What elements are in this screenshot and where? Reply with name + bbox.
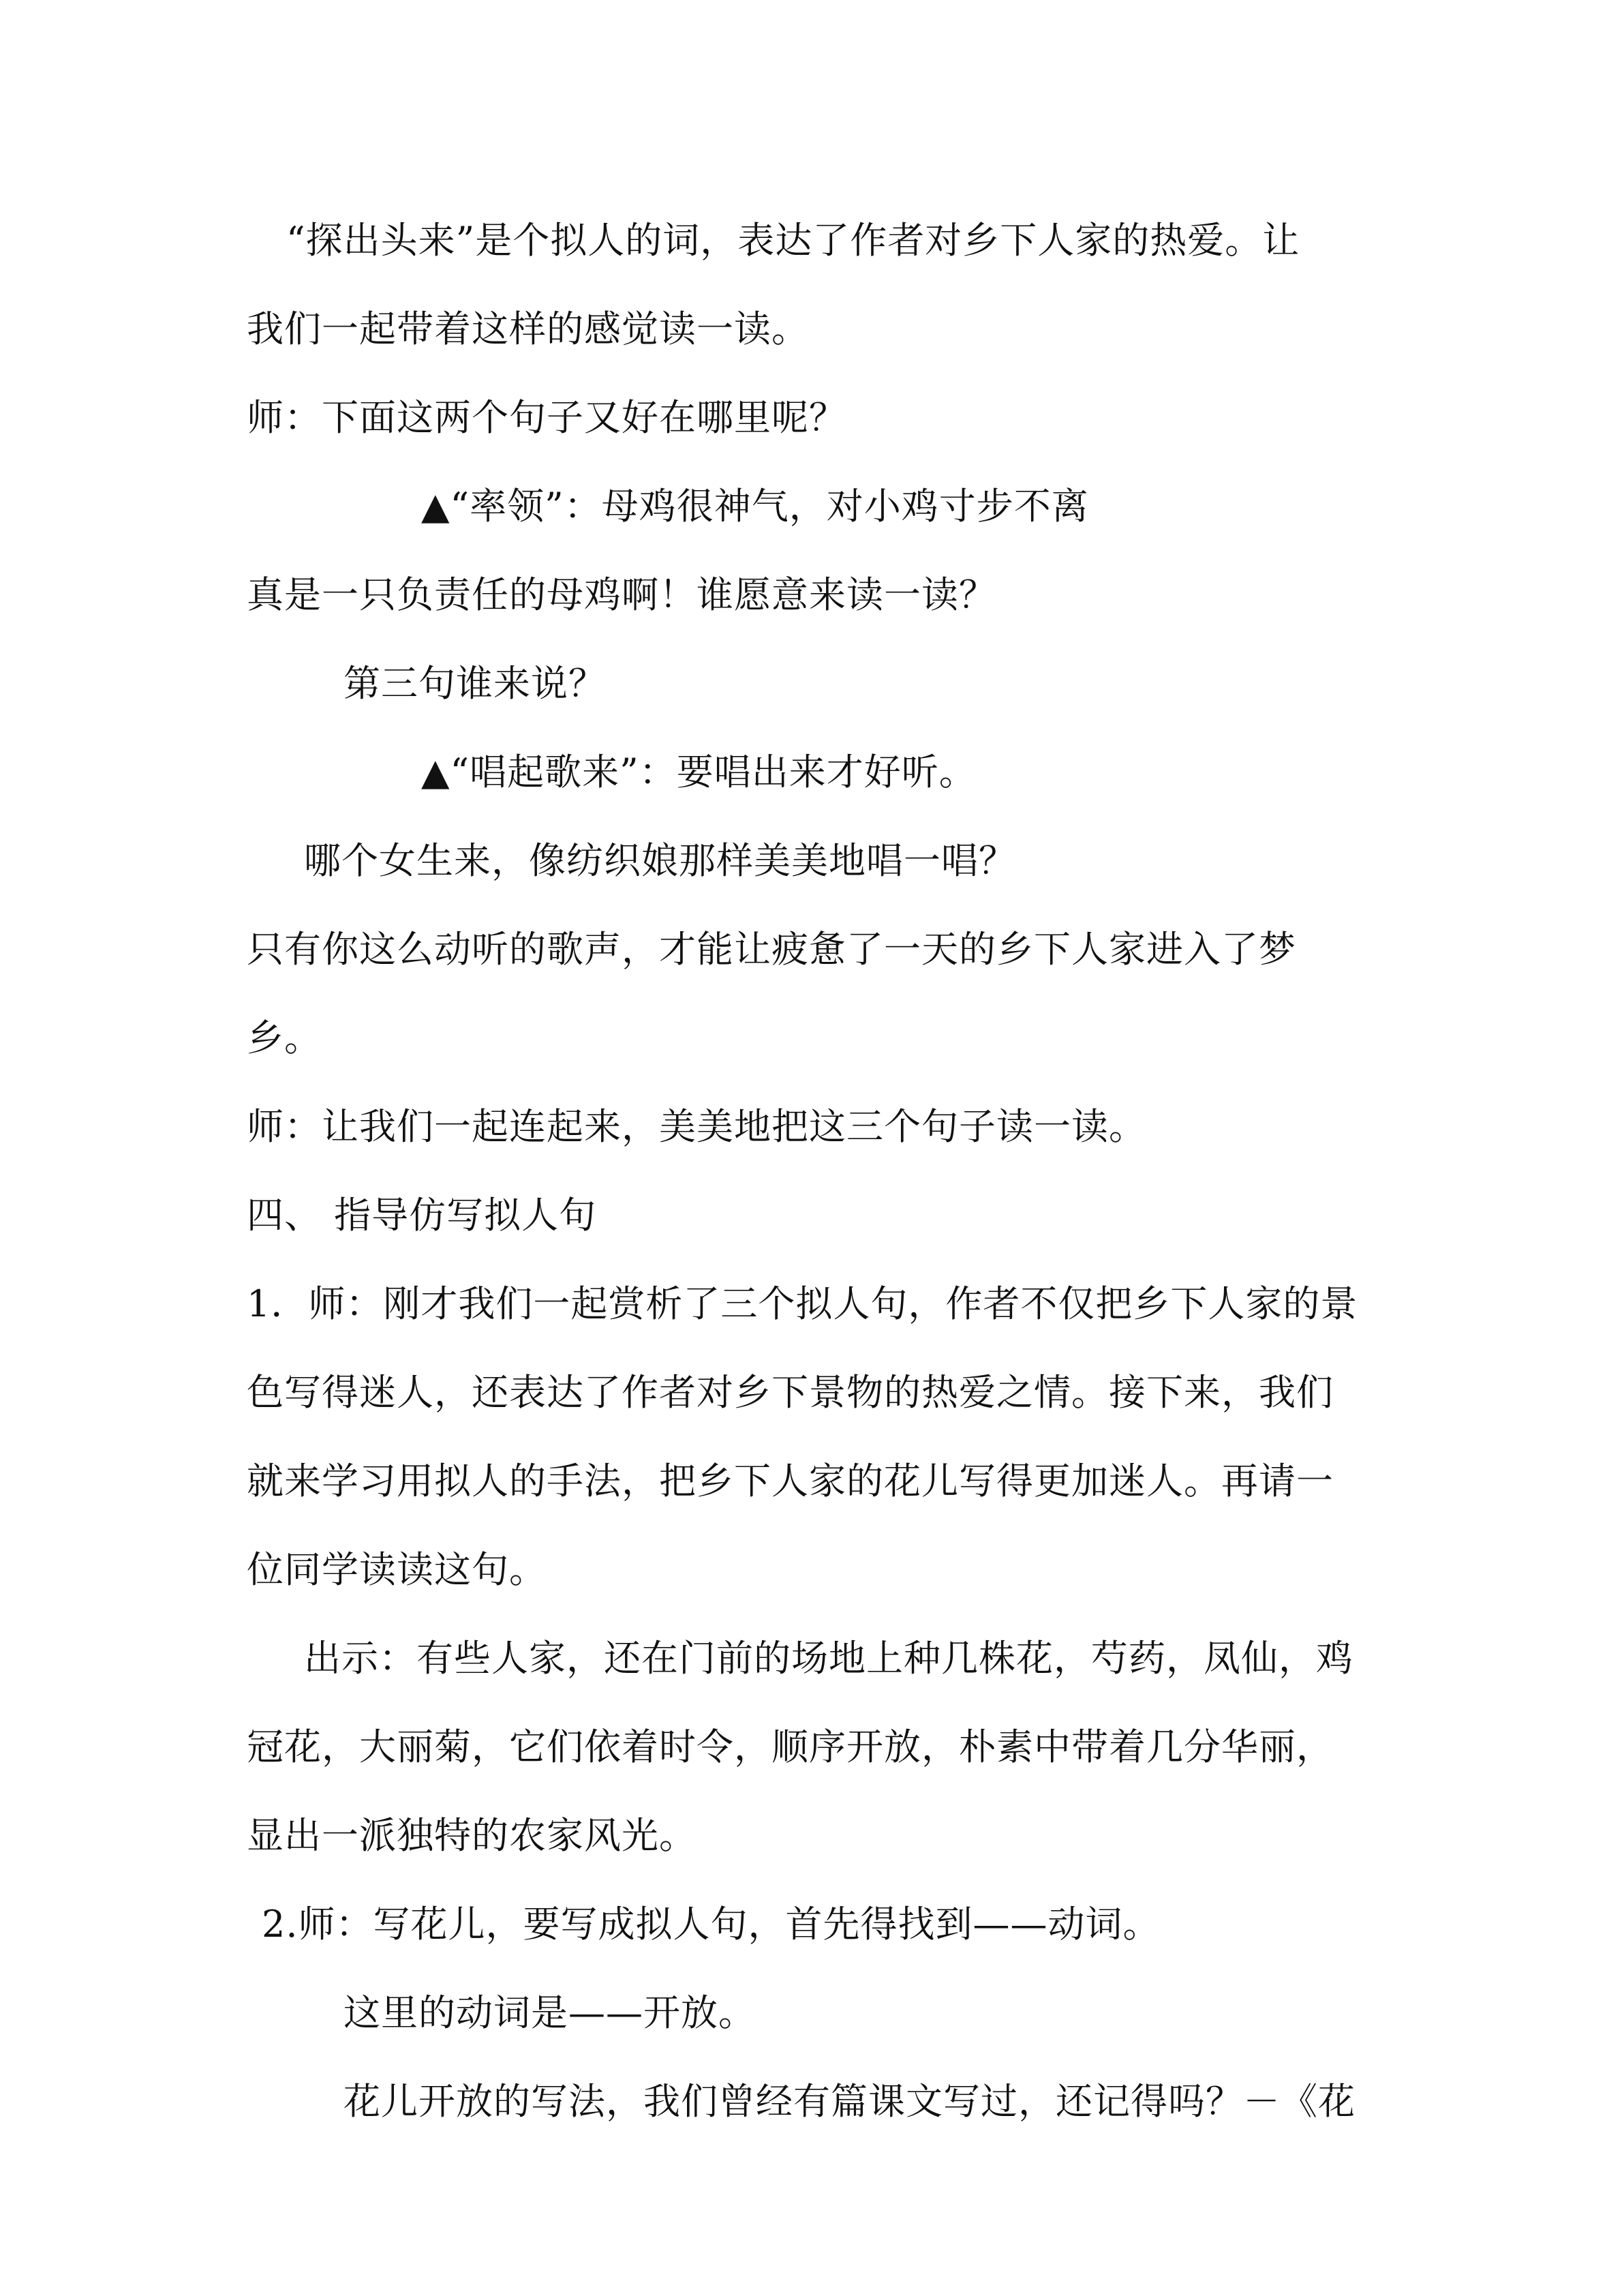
text-line: 位同学读读这句。 bbox=[247, 1548, 547, 1591]
text-line: 色写得迷人，还表达了作者对乡下景物的热爱之情。接下来，我们 bbox=[247, 1371, 1334, 1414]
text-line: 乡。 bbox=[247, 1016, 322, 1059]
section-heading: 四、 指导仿写拟人句 bbox=[247, 1194, 597, 1237]
text-line: 出示：有些人家，还在门前的场地上种几株花，芍药，凤仙，鸡 bbox=[304, 1637, 1353, 1680]
text-line: 哪个女生来，像纺织娘那样美美地唱一唱？ bbox=[304, 839, 1016, 882]
text-line: 师：让我们一起连起来，美美地把这三个句子读一读。 bbox=[247, 1105, 1146, 1148]
text-line: 我们一起带着这样的感觉读一读。 bbox=[247, 307, 809, 350]
text-line: 第三句谁来说？ bbox=[343, 662, 606, 705]
text-line: 花儿开放的写法，我们曾经有篇课文写过，还记得吗？－《花 bbox=[343, 2080, 1356, 2123]
text-line: 冠花，大丽菊，它们依着时令，顺序开放，朴素中带着几分华丽， bbox=[247, 1725, 1334, 1768]
text-line: 师：下面这两个句子又好在哪里呢？ bbox=[247, 396, 846, 439]
text-line: 只有你这么动听的歌声，才能让疲惫了一天的乡下人家进入了梦 bbox=[247, 928, 1296, 971]
text-line: ▲“唱起歌来”：要唱出来才好听。 bbox=[421, 751, 977, 794]
text-line: 显出一派独特的农家风光。 bbox=[247, 1814, 697, 1857]
text-line: “探出头来”是个拟人的词，表达了作者对乡下人家的热爱。让 bbox=[286, 219, 1300, 262]
text-line: 2.师：写花儿，要写成拟人句，首先得找到——动词。 bbox=[262, 1903, 1161, 1946]
text-line: 1．师：刚才我们一起赏析了三个拟人句，作者不仅把乡下人家的景 bbox=[247, 1282, 1358, 1325]
text-line: 就来学习用拟人的手法，把乡下人家的花儿写得更加迷人。再请一 bbox=[247, 1460, 1334, 1502]
text-line: 这里的动词是——开放。 bbox=[343, 1991, 756, 2034]
text-line: ▲“率领”：母鸡很神气，对小鸡寸步不离 bbox=[421, 485, 1089, 528]
text-line: 真是一只负责任的母鸡啊！谁愿意来读一读？ bbox=[247, 573, 996, 616]
